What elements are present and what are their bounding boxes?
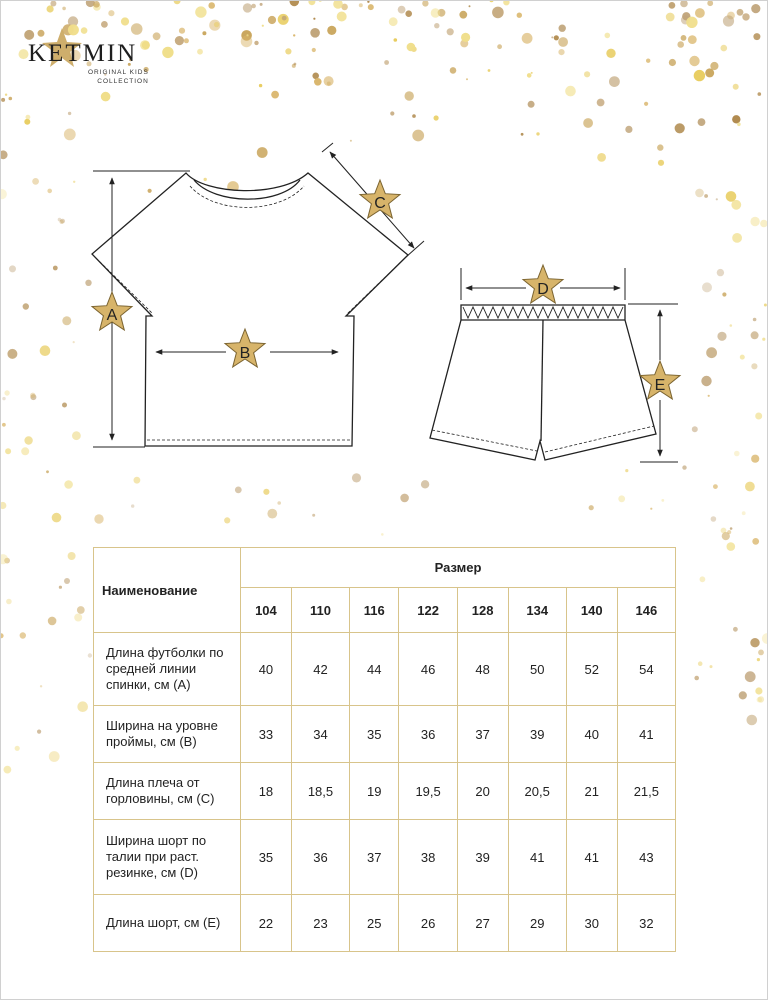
table-cell: 41 [508, 820, 566, 895]
label-b: B [239, 345, 251, 362]
table-cell: 36 [291, 820, 349, 895]
table-cell: 54 [617, 633, 675, 706]
table-cell: 34 [291, 706, 349, 763]
table-cell: 18,5 [291, 763, 349, 820]
table-cell: 23 [291, 895, 349, 952]
size-column-header: 128 [457, 588, 508, 633]
table-cell: 30 [566, 895, 617, 952]
table-cell: 43 [617, 820, 675, 895]
row-label: Длина шорт, см (Е) [94, 895, 241, 952]
table-cell: 22 [241, 895, 292, 952]
table-cell: 18 [241, 763, 292, 820]
table-cell: 37 [350, 820, 399, 895]
size-column-header: 140 [566, 588, 617, 633]
table-cell: 44 [350, 633, 399, 706]
table-cell: 25 [350, 895, 399, 952]
table-cell: 38 [399, 820, 457, 895]
table-cell: 42 [291, 633, 349, 706]
table-cell: 41 [617, 706, 675, 763]
label-a: A [106, 307, 118, 324]
table-cell: 37 [457, 706, 508, 763]
table-cell: 21,5 [617, 763, 675, 820]
row-label: Ширина на уровне проймы, см (В) [94, 706, 241, 763]
table-cell: 27 [457, 895, 508, 952]
label-d: D [537, 281, 549, 298]
table-cell: 39 [508, 706, 566, 763]
table-cell: 41 [566, 820, 617, 895]
size-group-header: Размер [241, 548, 676, 588]
table-cell: 26 [399, 895, 457, 952]
table-cell: 21 [566, 763, 617, 820]
table-cell: 40 [566, 706, 617, 763]
table-cell: 29 [508, 895, 566, 952]
table-cell: 46 [399, 633, 457, 706]
table-cell: 52 [566, 633, 617, 706]
table-cell: 19 [350, 763, 399, 820]
label-e: E [654, 377, 666, 394]
brand-tagline-line1: ORIGINAL KIDS [88, 69, 149, 76]
table-cell: 48 [457, 633, 508, 706]
row-label: Длина футболки по средней линии спинки, см (А) [94, 633, 241, 706]
table-cell: 35 [241, 820, 292, 895]
table-cell: 20 [457, 763, 508, 820]
label-c: C [374, 195, 386, 212]
brand-name: KETMIN [28, 40, 138, 67]
table-cell: 32 [617, 895, 675, 952]
size-column-header: 134 [508, 588, 566, 633]
table-cell: 50 [508, 633, 566, 706]
table-cell: 20,5 [508, 763, 566, 820]
size-column-header: 104 [241, 588, 292, 633]
size-column-header: 116 [350, 588, 399, 633]
name-column-header: Наименование [94, 548, 241, 633]
brand-tagline-line2: COLLECTION [97, 78, 149, 85]
size-column-header: 146 [617, 588, 675, 633]
table-cell: 39 [457, 820, 508, 895]
size-column-header: 110 [291, 588, 349, 633]
table-cell: 35 [350, 706, 399, 763]
table-cell: 19,5 [399, 763, 457, 820]
row-label: Длина плеча от горловины, см (С) [94, 763, 241, 820]
table-cell: 33 [241, 706, 292, 763]
size-column-header: 122 [399, 588, 457, 633]
table-cell: 40 [241, 633, 292, 706]
table-cell: 36 [399, 706, 457, 763]
row-label: Ширина шорт по талии при раст. резинке, см (D) [94, 820, 241, 895]
